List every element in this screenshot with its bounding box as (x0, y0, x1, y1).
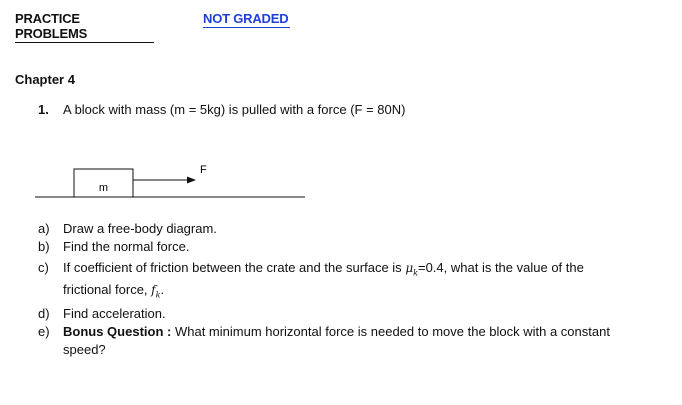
part-c-text-before: If coefficient of friction between the crate and the surface is (63, 260, 402, 275)
block-label: m (98, 182, 109, 194)
friction-symbol: f (151, 283, 156, 297)
part-e (0, 323, 682, 363)
force-arrowhead (187, 177, 196, 184)
header-practice-problems: PRACTICE PROBLEMS (15, 11, 154, 43)
problem-number: 1. (38, 102, 49, 117)
part-a (0, 220, 682, 238)
part-a-text: Draw a free-body diagram. (63, 221, 217, 236)
part-b-text: Find the normal force. (63, 239, 190, 254)
part-d-label: d) (38, 306, 50, 321)
header-not-graded: NOT GRADED (203, 11, 289, 26)
bonus-question-label: Bonus Question : (63, 324, 172, 339)
part-c-text-line2: frictional force, (63, 282, 148, 297)
part-e-text-line2: speed? (63, 342, 106, 357)
block-force-diagram (0, 155, 340, 205)
mu-symbol: μ (405, 261, 414, 275)
problem-statement: A block with mass (m = 5kg) is pulled with a force (F = 80N) (63, 102, 406, 117)
part-d-text: Find acceleration. (63, 306, 166, 321)
part-d (0, 305, 682, 323)
chapter-heading: Chapter 4 (15, 72, 75, 87)
part-b-label: b) (38, 239, 50, 254)
friction-subscript: k (155, 290, 161, 300)
part-b (0, 238, 682, 256)
force-label: F (200, 164, 207, 176)
part-c (0, 259, 682, 299)
part-e-label: e) (38, 324, 50, 339)
part-c-label: c) (38, 260, 49, 275)
mu-subscript: k (413, 268, 418, 278)
part-c-text-mid: =0.4, what is the value of the (417, 260, 584, 275)
part-c-text-end: . (160, 282, 165, 297)
part-a-label: a) (38, 221, 50, 236)
part-e-text: What minimum horizontal force is needed to move the block with a constant (174, 324, 610, 339)
